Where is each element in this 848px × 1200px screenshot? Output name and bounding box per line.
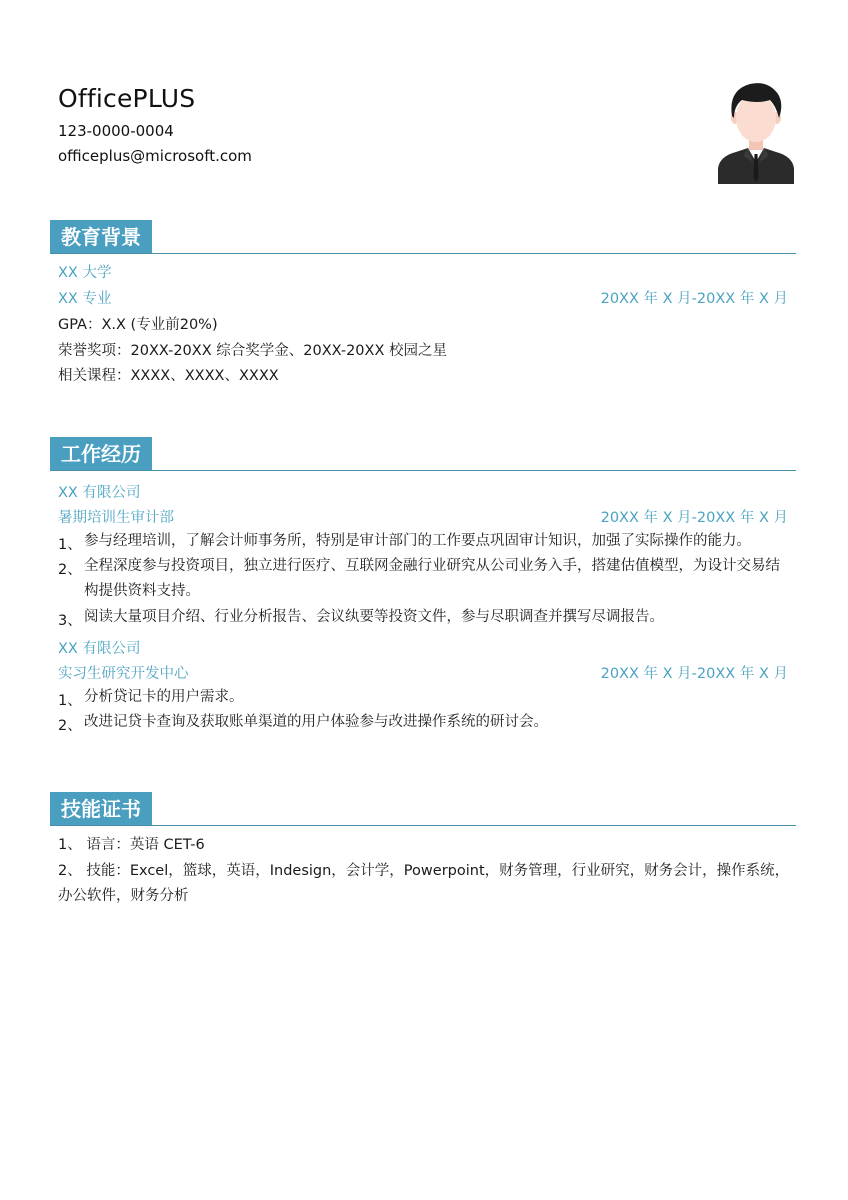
skills-language: 1、 语言：英语 CET-6	[58, 837, 205, 853]
section-divider	[50, 470, 796, 471]
list-item: 分析贷记卡的用户需求。	[84, 689, 244, 705]
list-item-number: 3、	[58, 613, 82, 629]
list-item-number: 2、	[58, 562, 82, 578]
list-item-number: 1、	[58, 537, 82, 553]
gpa: GPA：X.X (专业前20%)	[58, 317, 218, 333]
list-item: 改进记贷卡查询及获取账单渠道的用户体验参与改进操作系统的研讨会。	[84, 714, 548, 730]
honors: 荣誉奖项：20XX-20XX 综合奖学金、20XX-20XX 校园之星	[58, 343, 448, 359]
person-avatar-icon	[716, 80, 796, 184]
education-title: 教育背景	[50, 220, 152, 254]
major: XX 专业	[58, 291, 112, 307]
job-company: XX 有限公司	[58, 641, 141, 657]
job-company: XX 有限公司	[58, 485, 141, 501]
work-title: 工作经历	[50, 437, 152, 471]
school-name: XX 大学	[58, 265, 112, 281]
skills-list-continued: 办公软件，财务分析	[58, 888, 189, 904]
phone-number: 123-0000-0004	[58, 122, 174, 140]
candidate-name: OfficePLUS	[58, 84, 196, 113]
job-date: 20XX 年 X 月-20XX 年 X 月	[600, 666, 788, 682]
courses: 相关课程：XXXX、XXXX、XXXX	[58, 368, 279, 384]
skills-title: 技能证书	[50, 792, 152, 826]
list-item: 阅读大量项目介绍、行业分析报告、会议纨要等投资文件，参与尽职调查并撰写尽调报告。	[84, 609, 664, 625]
list-item-number: 2、	[58, 718, 82, 734]
email-address: officeplus@microsoft.com	[58, 147, 252, 165]
list-item: 参与经理培训，了解会计师事务所，特别是审计部门的工作要点巩固审计知识，加强了实际操作的能力。	[84, 533, 751, 549]
education-date: 20XX 年 X 月-20XX 年 X 月	[600, 291, 788, 307]
section-divider	[50, 253, 796, 254]
list-item: 全程深度参与投资项目，独立进行医疗、互联网金融行业研究从公司业务入手，搭建估值模型，为设计交易结构提供资料支持。	[84, 558, 780, 599]
job-role: 暑期培训生审计部	[58, 510, 174, 526]
skills-list: 2、 技能：Excel，篮球，英语，Indesign，会计学，Powerpoint，财务管理，行业研究，财务会计，操作系统，	[58, 863, 790, 879]
job-role: 实习生研究开发中心	[58, 666, 189, 682]
job-date: 20XX 年 X 月-20XX 年 X 月	[600, 510, 788, 526]
section-divider	[50, 825, 796, 826]
list-item-number: 1、	[58, 693, 82, 709]
work-section-header	[50, 437, 796, 473]
skills-section-header	[50, 792, 796, 828]
education-section-header	[50, 220, 796, 256]
